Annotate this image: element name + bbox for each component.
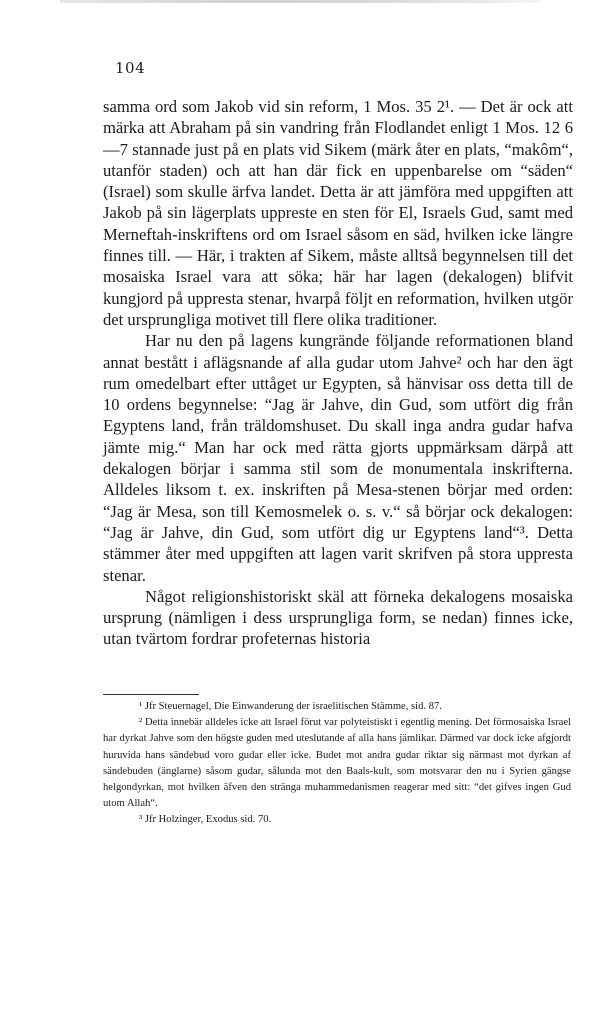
footnote-1: ¹ Jfr Steuernagel, Die Einwanderung der israelitischen Stämme, sid. 87. (139, 701, 442, 712)
paragraph-2: Har nu den på lagens kungrände följande reformationen bland annat bestått i aflägsnande af alla gudar utom Jahve² och har den ägt rum omedelbart efter uttåget ur Egypten, så hänvisar oss detta till de 10 ordens begynnelse: “Jag är Jahve, din Gud, som utfört dig från Egyptens land, från träldomshuset. Du skall inga andra gudar hafva jämte mig.“ Man har ock med rätta gjorts uppmärksam därpå att dekalogen börjar i samma stil som de monumentala inskrifterna. Alldeles liksom t. ex. inskriften på Mesa-stenen börjar med orden: “Jag är Mesa, son till Kemosmelek o. s. v.“ så börjar ock dekalogen: “Jag är Jahve, din Gud, som utfört dig ur Egyptens land“³. Detta stämmer åter med uppgiften att lagen varit skrifven på stora uppresta stenar. (103, 331, 573, 585)
footnotes (103, 699, 571, 829)
paragraph-1: samma ord som Jakob vid sin reform, 1 Mos. 35 2¹. — Det är ock att märka att Abraham på sin vandring från Flodlandet enligt 1 Mos. 12 6—7 stannade just på en plats vid Sikem (märk åter en plats, “makôm“, utanför staden) och att han där fick en uppenbarelse om “säden“ (Israel) som skulle ärfva landet. Detta är att jämföra med uppgiften att Jakob på sin lägerplats uppreste en sten för El, Israels Gud, samt med Merneftah-inskriftens ord om Israel såsom en säd, hvilken icke längre finnes till. — Här, i trakten af Sikem, måste alltså begynnelsen till det mosaiska Israel vara att söka; här har lagen (dekalogen) blifvit kungjord på uppresta stenar, hvarpå följt en reformation, hvilken utgör det ursprungliga motivet till flere olika traditioner. (103, 97, 573, 329)
footnote-3: ³ Jfr Holzinger, Exodus sid. 70. (139, 814, 272, 826)
page-top-edge (60, 0, 540, 3)
main-text (103, 96, 573, 650)
paragraph-3: Något religionshistoriskt skäl att förneka dekalogens mosaiska ursprung (nämligen i dess ursprungliga form, se nedan) finnes icke, utan tvärtom fordrar profeternas historia (103, 586, 573, 649)
footnote-separator (103, 694, 199, 695)
footnote-2: ² Detta innebär alldeles icke att Israel förut var polyteistiskt i egentlig mening. Det förmosaiska Israel har dyrkat Jahve som den högste guden med uteslutande af alla hans jämlikar. Därmed var dock icke afgjordt huruvida hans sändebud voro gudar eller icke. Budet mot andra gudar riktar sig närmast mot dyrkan af sändebuden (änglarne) såsom gudar, sålunda mot den Baals-kult, som motsvarar den nu i Syrien gängse helgondyrkan, mot hvilken äfven den stränga muhammedanismen reagerar med sitt: “det gifves ingen Gud utom Allah“. (103, 717, 571, 810)
page-number: 104 (115, 59, 146, 77)
